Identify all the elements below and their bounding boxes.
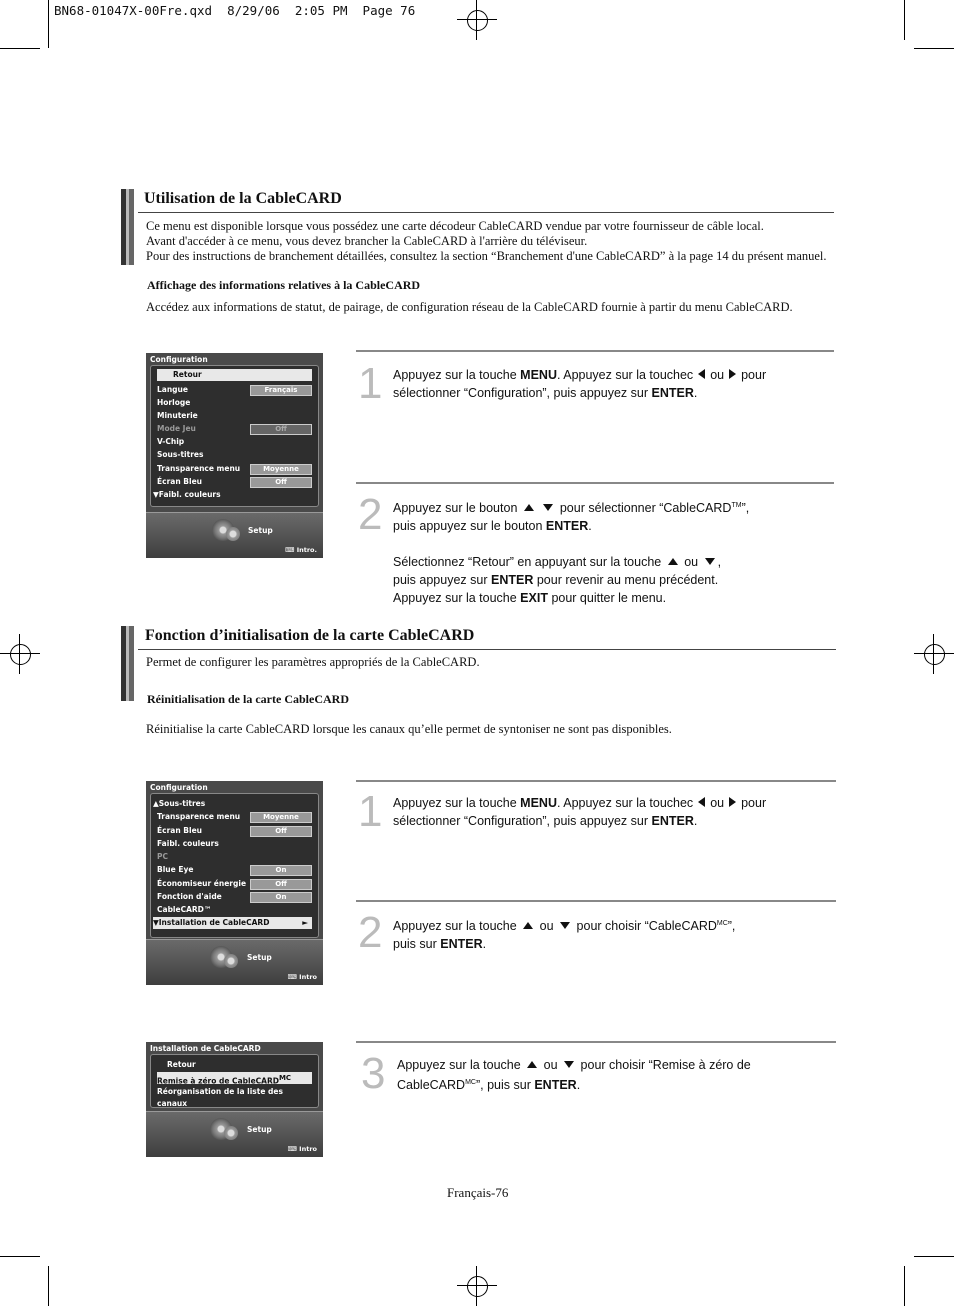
osd-item[interactable]: Remise à zéro de CableCARD$^{MC}$ (157, 1072, 312, 1084)
osd-item[interactable]: Réorganisation de la liste des canaux (157, 1087, 283, 1108)
remote-icon: ⌨ (287, 1145, 300, 1153)
step-rule (356, 1041, 836, 1043)
crop-mark (0, 48, 40, 49)
osd-item[interactable]: Fonction d'aide On (157, 891, 312, 903)
osd-item[interactable]: V-Chip (157, 437, 185, 446)
up-arrow-icon (527, 1061, 537, 1068)
osd-item[interactable]: ▼Faibl. couleurs (153, 490, 221, 499)
osd-menu-panel (150, 1054, 319, 1108)
section-rule (138, 649, 836, 650)
osd-item[interactable]: Faibl. couleurs (157, 839, 219, 848)
step-number: 1 (358, 787, 383, 836)
osd-item[interactable]: Langue Français (157, 384, 312, 396)
step-number: 3 (361, 1049, 386, 1098)
osd-title: Installation de CableCARD (150, 1044, 261, 1053)
step-text: Appuyez sur la touche ou pour choisir “CableCARD$^{MC}$”, puis sur ENTER. (393, 919, 736, 952)
osd-footer (146, 512, 323, 558)
step-text: Appuyez sur la touche ou pour choisir “Remise à zéro de CableCARD$^{MC}$”, puis sur ENTER. (397, 1058, 751, 1093)
osd-intro-label: ⌨ Intro (287, 1145, 317, 1153)
up-arrow-icon (668, 558, 678, 565)
osd-intro-label: ⌨ Intro. (285, 546, 317, 554)
subheading: Affichage des informations relatives à la CableCARD (147, 278, 421, 292)
section-bar (121, 626, 134, 701)
osd-menu-panel (150, 793, 319, 938)
step-text: Appuyez sur le bouton pour sélectionner “CableCARD™”, puis appuyez sur le bouton ENTER. Sélectionnez “Retour” en appuyant sur la touche ou , puis appuyez sur ENTER pour revenir au menu précédent. Appuyez sur la touche EXIT pour quitter le menu. (393, 501, 750, 606)
section-rule (138, 212, 834, 213)
section-intro: Permet de configurer les paramètres appropriés de la CableCARD. (146, 655, 480, 669)
registration-mark (457, 1266, 497, 1306)
osd-item[interactable]: Retour (157, 369, 312, 381)
crop-mark (904, 0, 905, 40)
crop-mark (904, 1266, 905, 1306)
osd-screen-configuration (146, 781, 323, 985)
osd-item[interactable]: Économiseur énergie Off (157, 878, 312, 890)
gear-icon (224, 1126, 238, 1140)
gear-icon (226, 527, 240, 541)
gear-icon (224, 954, 238, 968)
osd-item[interactable]: Sous-titres (157, 450, 204, 459)
osd-screen-configuration (146, 353, 323, 558)
osd-setup-label: Setup (248, 526, 273, 535)
osd-item[interactable]: Écran Bleu Off (157, 825, 312, 837)
osd-item[interactable]: Blue Eye On (157, 864, 312, 876)
osd-screen-cablecard-install (146, 1042, 323, 1157)
down-arrow-icon (564, 1061, 574, 1068)
osd-item[interactable]: CableCARD™ (157, 905, 212, 914)
step-rule (356, 482, 834, 484)
sub-text: Réinitialise la carte CableCARD lorsque les canaux qu’elle permet de syntoniser ne sont pas disponibles. (146, 722, 672, 736)
page-number: Français-76 (447, 1185, 509, 1200)
print-header: BN68-01047X-00Fre.qxd 8/29/06 2:05 PM Page 76 (54, 3, 416, 18)
osd-title: Configuration (150, 783, 208, 792)
down-arrow-icon (560, 922, 570, 929)
right-arrow-icon (729, 797, 736, 807)
step-number: 1 (358, 359, 383, 408)
remote-icon: ⌨ (287, 973, 300, 981)
up-arrow-icon (524, 504, 534, 511)
crop-mark (914, 1256, 954, 1257)
osd-title: Configuration (150, 355, 208, 364)
step-rule (356, 780, 836, 782)
osd-item[interactable]: Transparence menu Moyenne (157, 811, 312, 823)
down-arrow-icon (543, 504, 553, 511)
osd-item[interactable]: Retour (167, 1060, 196, 1069)
step-rule (356, 350, 834, 352)
osd-item[interactable]: Écran Bleu Off (157, 476, 312, 488)
section-title: Utilisation de la CableCARD (144, 190, 342, 207)
osd-footer (146, 939, 323, 985)
osd-item[interactable]: Transparence menu Moyenne (157, 463, 312, 475)
left-arrow-icon (698, 369, 705, 379)
up-arrow-icon (523, 922, 533, 929)
step-text: Appuyez sur la touche MENU. Appuyez sur la touchec ou pour sélectionner “Configuration”, puis appuyez sur ENTER. (393, 796, 767, 828)
crop-mark (48, 0, 49, 48)
registration-mark (0, 634, 40, 674)
section-intro: Ce menu est disponible lorsque vous possédez une carte décodeur CableCARD vendue par votre fournisseur de câble local. Avant d'accéder à ce menu, vous devez brancher la CableCARD à l'arrière du téléviseur. Pour des instructions de branchement détaillées, consultez la section “Branchement d'une CableCARD” à la page 14 du présent manuel. (146, 219, 827, 263)
section-bar (121, 189, 134, 265)
registration-mark (914, 634, 954, 674)
osd-item[interactable]: Mode Jeu Off (157, 423, 312, 435)
crop-mark (914, 48, 954, 49)
left-arrow-icon (698, 797, 705, 807)
remote-icon: ⌨ (285, 546, 297, 554)
subheading: Réinitialisation de la carte CableCARD (147, 692, 349, 706)
osd-footer (146, 1111, 323, 1157)
osd-item[interactable]: ▲Sous-titres (153, 799, 206, 808)
osd-setup-label: Setup (247, 1125, 272, 1134)
sub-text: Accédez aux informations de statut, de pairage, de configuration réseau de la CableCARD fournie à partir du menu CableCARD. (146, 300, 793, 314)
step-number: 2 (358, 908, 383, 957)
osd-item[interactable]: PC (157, 852, 169, 861)
osd-item[interactable]: ▼Installation de CableCARD ► (153, 917, 312, 929)
osd-menu-panel (150, 365, 319, 507)
crop-mark (48, 1266, 49, 1306)
crop-mark (0, 1256, 40, 1257)
osd-setup-label: Setup (247, 953, 272, 962)
section-title: Fonction d’initialisation de la carte CableCARD (145, 627, 475, 644)
osd-intro-label: ⌨ Intro (287, 973, 317, 981)
step-text: Appuyez sur la touche MENU. Appuyez sur la touchec ou pour sélectionner “Configuration”, puis appuyez sur ENTER. (393, 368, 767, 400)
osd-item[interactable]: Horloge (157, 398, 191, 407)
registration-mark (457, 0, 497, 40)
osd-item[interactable]: Minuterie (157, 411, 198, 420)
step-rule (356, 900, 836, 902)
step-number: 2 (358, 490, 383, 539)
right-arrow-icon (729, 369, 736, 379)
down-arrow-icon (705, 558, 715, 565)
arrow-right-icon: ► (302, 918, 308, 927)
